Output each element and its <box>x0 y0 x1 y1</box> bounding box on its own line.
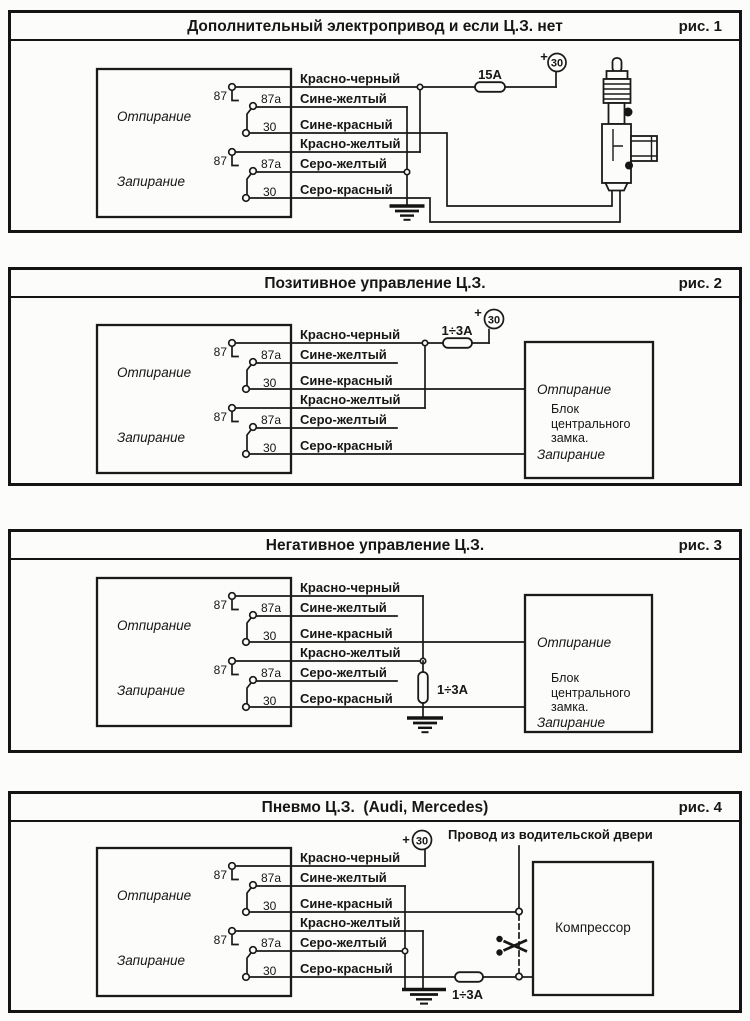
contact-87-lead <box>232 156 238 166</box>
battery-30-terminal <box>540 49 566 87</box>
fuse-icon <box>418 672 428 703</box>
wire-label: Серо-красный <box>300 182 393 197</box>
terminal-30-label: 30 <box>487 314 501 327</box>
pin-87a-label: 87a <box>261 601 282 615</box>
pin-87-node <box>229 84 236 91</box>
pin-87-node <box>229 340 236 347</box>
scissor-handle <box>496 936 502 942</box>
terminal-30-label: 30 <box>415 835 429 848</box>
pin-87-node <box>229 928 236 935</box>
pin-87-node <box>229 593 236 600</box>
wire-label: Сине-красный <box>300 117 393 132</box>
contact-arm <box>247 174 251 195</box>
contact-arm <box>247 953 251 974</box>
pin-87-node <box>229 863 236 870</box>
terminal-30-label: 30 <box>550 57 564 70</box>
door-lock-actuator-icon <box>602 58 657 191</box>
wire-label: Сине-желтый <box>300 347 387 362</box>
pin-87-label: 87 <box>213 663 227 677</box>
compressor-label: Компрессор <box>555 920 631 935</box>
actuator-stem <box>613 58 622 72</box>
contact-arm <box>247 888 251 909</box>
contact-arm <box>247 109 251 130</box>
relay-module <box>97 69 291 217</box>
fuse-icon <box>443 338 472 348</box>
pin-87-label: 87 <box>213 89 227 103</box>
fuse-label: 1÷3А <box>452 987 483 1002</box>
pin-30-label: 30 <box>263 376 277 390</box>
unit-lock-label: Запирание <box>537 447 606 462</box>
wire-label: Сине-желтый <box>300 91 387 106</box>
unit-name-line2: центрального <box>551 686 631 700</box>
wire-label: Красно-желтый <box>300 915 401 930</box>
driver-door-wire <box>516 846 522 980</box>
central-lock-unit <box>525 595 652 732</box>
fuse-label: 1÷3А <box>441 323 473 338</box>
figure-label: рис. 4 <box>678 799 722 816</box>
pin-87a-label: 87a <box>261 348 282 362</box>
pin-87-node <box>229 149 236 156</box>
pin-87a-node <box>250 882 257 889</box>
fuse-1-3a <box>442 323 474 348</box>
pin-30-node <box>243 909 250 916</box>
wire-label: Красно-черный <box>300 327 401 342</box>
relay-unlock-label: Отпирание <box>117 618 192 633</box>
wire-blue-red <box>250 896 517 912</box>
panel-3-negative-control <box>8 531 742 752</box>
pin-87a-node <box>250 359 257 366</box>
relay-contact-lock <box>214 149 282 202</box>
panel-2-positive-control <box>8 269 742 485</box>
wire-label: Серо-желтый <box>300 412 387 427</box>
terminal-node <box>516 908 522 914</box>
contact-87-lead <box>232 412 238 422</box>
pin-30-node <box>243 704 250 711</box>
contact-arm <box>247 618 251 639</box>
panel-title: Пневмо Ц.З. (Audi, Mercedes) <box>261 799 489 816</box>
pin-87a-label: 87a <box>261 413 282 427</box>
terminal-node <box>516 973 522 979</box>
pin-30-node <box>243 130 250 137</box>
unit-lock-label: Запирание <box>537 715 606 730</box>
wire-label: Серо-красный <box>300 691 393 706</box>
pin-87-label: 87 <box>213 410 227 424</box>
pin-87-node <box>229 405 236 412</box>
pin-30-node <box>243 195 250 202</box>
unit-unlock-label: Отпирание <box>537 382 612 397</box>
relay-lock-label: Запирание <box>117 953 186 968</box>
wire-label: Серо-желтый <box>300 665 387 680</box>
wire-label: Сине-красный <box>300 626 393 641</box>
actuator-base <box>606 183 628 191</box>
pin-30-label: 30 <box>263 120 277 134</box>
wire-label: Красно-черный <box>300 850 401 865</box>
wire-label: Красно-желтый <box>300 645 401 660</box>
ground-icon <box>390 206 425 220</box>
relay-lock-label: Запирание <box>117 174 186 189</box>
plus-sign: + <box>474 305 482 320</box>
relay-unlock-label: Отпирание <box>117 109 192 124</box>
fuse-icon <box>475 82 505 92</box>
wire-label: Серо-красный <box>300 961 393 976</box>
figure-label: рис. 2 <box>678 275 722 292</box>
unit-name-line3: замка. <box>551 431 589 445</box>
relay-contact-unlock <box>214 863 282 916</box>
actuator-body <box>602 124 631 183</box>
panel-4-pneumatic <box>8 793 742 1012</box>
contact-87-lead <box>232 665 238 675</box>
pin-30-node <box>243 451 250 458</box>
figure-label: рис. 3 <box>678 537 722 554</box>
battery-30-terminal <box>402 831 431 850</box>
wire-label: Сине-желтый <box>300 870 387 885</box>
wire-label: Красно-желтый <box>300 392 401 407</box>
relay-module <box>97 848 291 996</box>
relay-contact-lock <box>214 405 282 458</box>
pin-87a-node <box>250 947 257 954</box>
contact-87-lead <box>232 935 238 945</box>
wire-red-yellow <box>236 645 424 661</box>
wire-red-black <box>236 71 557 87</box>
unit-name-line2: центрального <box>551 417 631 431</box>
contact-arm <box>247 365 251 386</box>
ground-icon <box>407 718 443 732</box>
relay-lock-label: Запирание <box>117 430 186 445</box>
contact-87-lead <box>232 347 238 357</box>
door-wire-label: Провод из водительской двери <box>448 827 653 842</box>
wire-label: Серо-желтый <box>300 935 387 950</box>
pin-87-label: 87 <box>213 598 227 612</box>
wire-label: Серо-красный <box>300 438 393 453</box>
actuator-neck <box>609 103 625 124</box>
panel-1-aux-actuator <box>8 12 742 232</box>
junction-dot <box>402 948 407 953</box>
pin-30-label: 30 <box>263 899 277 913</box>
pin-87a-label: 87a <box>261 936 282 950</box>
pin-30-label: 30 <box>263 694 277 708</box>
fuse-15a <box>475 67 505 92</box>
unit-unlock-label: Отпирание <box>537 635 612 650</box>
relay-module <box>97 325 291 473</box>
contact-87-lead <box>232 870 238 880</box>
relay-unlock-label: Отпирание <box>117 888 192 903</box>
pin-87a-node <box>250 612 257 619</box>
fuse-label: 1÷3А <box>437 682 468 697</box>
pin-87a-node <box>250 424 257 431</box>
wire-label: Сине-красный <box>300 896 393 911</box>
contact-87-lead <box>232 600 238 610</box>
central-lock-unit <box>525 342 653 478</box>
scissor-handle <box>496 949 502 955</box>
wire-red-black <box>236 850 426 866</box>
pin-30-label: 30 <box>263 964 277 978</box>
contact-87-lead <box>232 91 238 101</box>
figure-label: рис. 1 <box>678 18 722 35</box>
relay-lock-label: Запирание <box>117 683 186 698</box>
pin-30-label: 30 <box>263 441 277 455</box>
unit-name-line1: Блок <box>551 671 579 685</box>
ground-icon <box>402 990 446 1004</box>
pin-87a-label: 87a <box>261 92 282 106</box>
wire-label: Красно-черный <box>300 580 401 595</box>
junction-dot <box>422 340 427 345</box>
central-lock-box <box>525 595 652 732</box>
pin-30-label: 30 <box>263 629 277 643</box>
relay-contact-unlock <box>214 340 282 393</box>
fuse-to-ground <box>418 661 468 717</box>
panel-title: Позитивное управление Ц.З. <box>264 275 486 292</box>
pin-87a-node <box>250 677 257 684</box>
pin-30-node <box>243 974 250 981</box>
pin-87-label: 87 <box>213 154 227 168</box>
actuator-connector <box>631 136 657 161</box>
panel-frame <box>10 531 741 752</box>
contact-arm <box>247 683 251 704</box>
relay-contact-lock <box>214 658 282 711</box>
relay-module <box>97 578 291 726</box>
fuse-label: 15А <box>478 67 502 82</box>
wire-label: Серо-желтый <box>300 156 387 171</box>
relay-contact-unlock <box>214 593 282 646</box>
wire-label: Сине-желтый <box>300 600 387 615</box>
wire-label: Красно-черный <box>300 71 401 86</box>
wire-gray-red <box>250 182 621 222</box>
pin-30-node <box>243 639 250 646</box>
plus-sign: + <box>402 832 410 847</box>
actuator-cap <box>607 71 628 79</box>
pin-87a-node <box>250 168 257 175</box>
relay-contact-unlock <box>214 84 282 137</box>
actuator-terminal-blob <box>625 162 633 170</box>
fuse-icon <box>455 972 483 982</box>
scissors-icon <box>496 936 527 956</box>
pin-87-label: 87 <box>213 868 227 882</box>
compressor-unit <box>533 862 653 995</box>
relay-contact-lock <box>214 928 282 981</box>
pin-87-node <box>229 658 236 665</box>
contact-arm <box>247 430 251 451</box>
battery-30-terminal <box>474 305 503 343</box>
wire-label: Сине-красный <box>300 373 393 388</box>
unit-name-line3: замка. <box>551 700 589 714</box>
plus-sign: + <box>540 49 548 64</box>
relay-unlock-label: Отпирание <box>117 365 192 380</box>
pin-87a-label: 87a <box>261 666 282 680</box>
pin-87a-node <box>250 103 257 110</box>
pin-30-label: 30 <box>263 185 277 199</box>
fuse-1-3a <box>452 972 484 1002</box>
unit-name-line1: Блок <box>551 402 579 416</box>
pin-87a-label: 87a <box>261 871 282 885</box>
panel-title: Дополнительный электропривод и если Ц.З. нет <box>187 18 563 35</box>
junction-dot <box>417 84 422 89</box>
pin-87-label: 87 <box>213 345 227 359</box>
pin-87-label: 87 <box>213 933 227 947</box>
panel-title: Негативное управление Ц.З. <box>265 537 485 554</box>
junction-dot <box>404 169 409 174</box>
wire-label: Красно-желтый <box>300 136 401 151</box>
pin-30-node <box>243 386 250 393</box>
pin-87a-label: 87a <box>261 157 282 171</box>
